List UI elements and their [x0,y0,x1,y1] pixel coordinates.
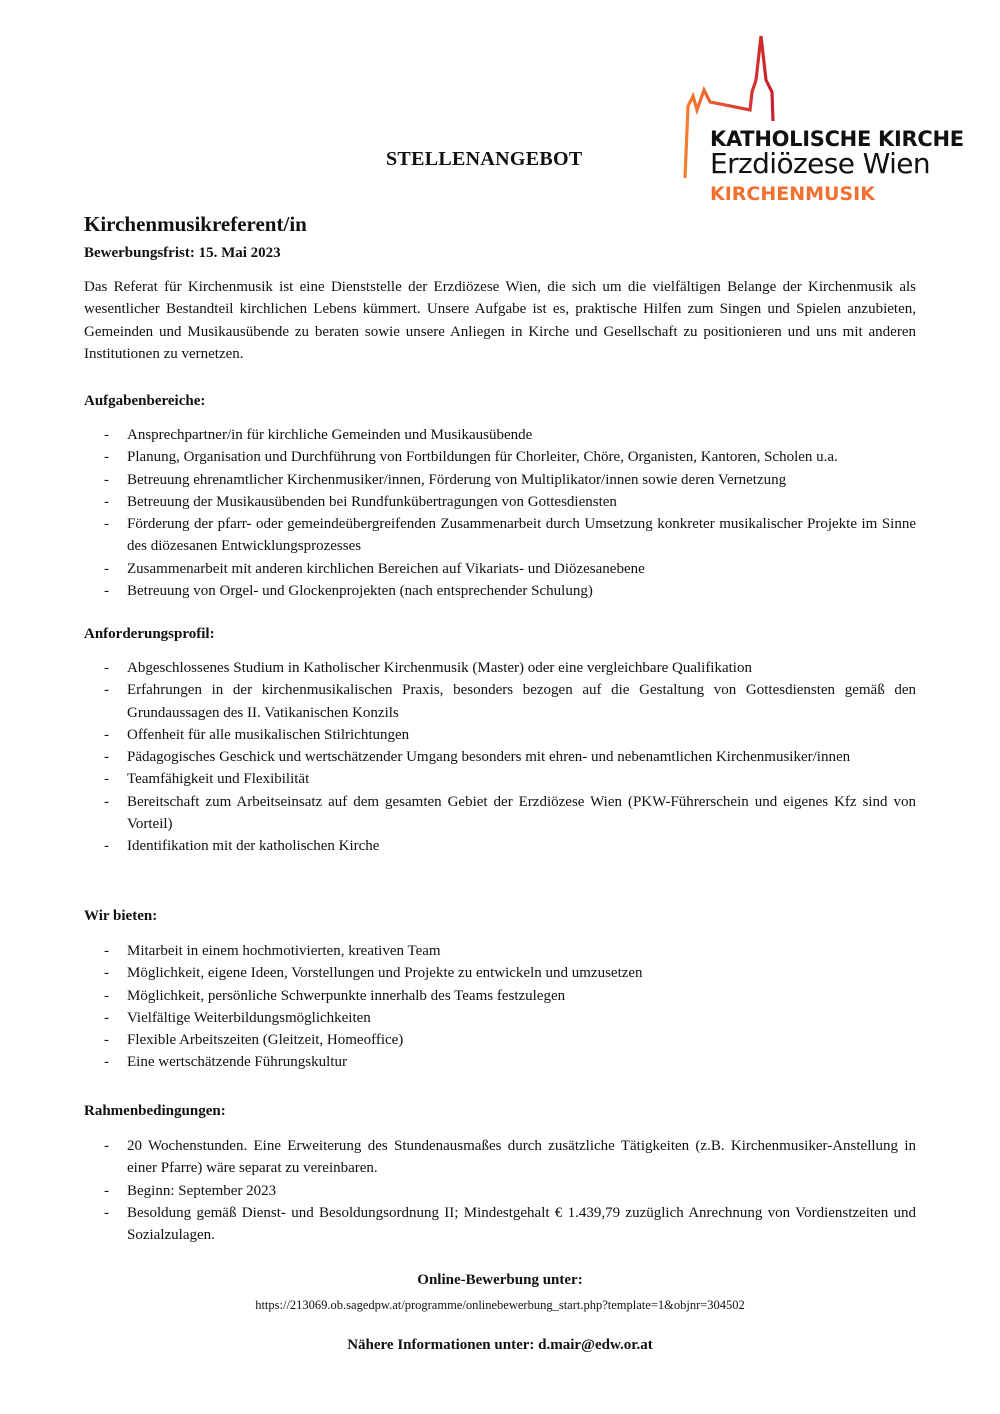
bullet-dash: - [104,516,109,533]
list-anforderungsprofil [84,657,916,858]
bullet-dash: - [104,493,109,510]
list-item: - Ansprechpartner/in für kirchliche Gemeinden und Musikausübende [84,424,916,446]
list-item: - Erfahrungen in der kirchenmusikalischen Praxis, besonders bezogen auf die Gestaltung von Gottesdiensten gemäß den Grundaussagen des II. Vatikanischen Konzils [84,679,916,724]
list-item: - Betreuung der Musikausübenden bei Rundfunkübertragungen von Gottesdiensten [84,491,916,513]
list-rahmenbedingungen [84,1135,916,1246]
bullet-dash: - [104,583,109,600]
bullet-dash: - [104,965,109,982]
bullet-dash: - [104,987,109,1004]
bullet-dash: - [104,1182,109,1199]
list-item: - Betreuung ehrenamtlicher Kirchenmusiker/innen, Förderung von Multiplikator/innen sowie deren Vernetzung [84,469,916,491]
logo-text-katholische-kirche: KATHOLISCHE KIRCHE [710,127,964,151]
section-title-aufgabenbereiche: Aufgabenbereiche: [84,393,206,409]
list-item: - Eine wertschätzende Führungskultur [84,1051,916,1073]
section-title-anforderungsprofil: Anforderungsprofil: [84,626,215,642]
bullet-dash: - [104,471,109,488]
bullet-dash: - [104,749,109,766]
bullet-dash: - [104,1204,109,1221]
application-deadline: Bewerbungsfrist: 15. Mai 2023 [84,245,281,261]
list-item: - Mitarbeit in einem hochmotivierten, kreativen Team [84,940,916,962]
section-title-rahmenbedingungen: Rahmenbedingungen: [84,1103,226,1119]
bullet-dash: - [104,838,109,855]
list-item: - Förderung der pfarr- oder gemeindeübergreifenden Zusammenarbeit durch Umsetzung konkreter musikalischer Projekte im Sinne des diözesanen Entwicklungsprozesses [84,513,916,558]
list-aufgabenbereiche [84,424,916,602]
bullet-dash: - [104,660,109,676]
intro-paragraph: Das Referat für Kirchenmusik ist eine Dienststelle der Erzdiözese Wien, die sich um die vielfältigen Belange der Kirchenmusik als wesentlicher Bestandteil kirchlichen Lebens kümmert. Unsere Aufgabe ist es, praktische Hilfen zum Singen und Spielen anzubieten, Gemeinden und Musikausübende zu beraten sowie unsere Anliegen in Kirche und Gesellschaft zu positionieren und uns mit anderen Institutionen zu vernetzen. [84,279,916,362]
bullet-dash: - [104,1054,109,1071]
online-application-title: Online-Bewerbung unter: [417,1272,583,1288]
list-item: - Besoldung gemäß Dienst- und Besoldungsordnung II; Mindestgehalt € 1.439,79 zuzüglich Anrechnung von Vordienstzeiten und Sozialzulagen. [84,1202,916,1247]
bullet-dash: - [104,427,109,443]
document-heading: STELLENANGEBOT [386,148,583,170]
list-item: - Offenheit für alle musikalischen Stilrichtungen [84,724,916,746]
list-item: - Möglichkeit, eigene Ideen, Vorstellungen und Projekte zu entwickeln und umzusetzen [84,962,916,984]
contact-info: Nähere Informationen unter: d.mair@edw.or.at [347,1337,653,1353]
bullet-dash: - [104,943,109,959]
bullet-dash: - [104,1138,109,1154]
section-title-wir-bieten: Wir bieten: [84,908,158,924]
online-application-link[interactable]: https://213069.ob.sagedpw.at/programme/onlinebewerbung_start.php?template=1&objnr=304502 [255,1298,745,1312]
bullet-dash: - [104,560,109,577]
list-item: - Identifikation mit der katholischen Kirche [84,835,916,857]
list-item: - Abgeschlossenes Studium in Katholischer Kirchenmusik (Master) oder eine vergleichbare Qualifikation [84,657,916,679]
bullet-dash: - [104,682,109,699]
bullet-dash: - [104,1009,109,1026]
list-item: - Vielfältige Weiterbildungsmöglichkeiten [84,1007,916,1029]
list-item: - Teamfähigkeit und Flexibilität [84,768,916,790]
logo-text-kirchenmusik: KIRCHENMUSIK [710,183,875,205]
logo-katholische-kirche-kirchenmusik [680,30,970,210]
job-title: Kirchenmusikreferent/in [84,212,307,236]
logo-text-erzdioezese-wien: Erzdiözese Wien [710,147,931,180]
list-item: - Bereitschaft zum Arbeitseinsatz auf dem gesamten Gebiet der Erzdiözese Wien (PKW-Führerschein und eigenes Kfz sind von Vorteil) [84,791,916,836]
list-item: - Flexible Arbeitszeiten (Gleitzeit, Homeoffice) [84,1029,916,1051]
list-item: - 20 Wochenstunden. Eine Erweiterung des Stundenausmaßes durch zusätzliche Tätigkeiten (z.B. Kirchenmusiker-Anstellung in einer Pfarre) wäre separat zu vereinbaren. [84,1135,916,1180]
list-item: - Möglichkeit, persönliche Schwerpunkte innerhalb des Teams festzulegen [84,985,916,1007]
list-item: - Zusammenarbeit mit anderen kirchlichen Bereichen auf Vikariats- und Diözesanebene [84,558,916,580]
bullet-dash: - [104,793,109,810]
bullet-dash: - [104,771,109,788]
list-item: - Betreuung von Orgel- und Glockenprojekten (nach entsprechender Schulung) [84,580,916,602]
bullet-dash: - [104,449,109,466]
list-wir-bieten [84,940,916,1074]
list-item: - Pädagogisches Geschick und wertschätzender Umgang besonders mit ehren- und nebenamtlichen Kirchenmusiker/innen [84,746,916,768]
bullet-dash: - [104,1032,109,1049]
list-item: - Planung, Organisation und Durchführung von Fortbildungen für Chorleiter, Chöre, Organisten, Kantoren, Scholen u.a. [84,446,916,468]
list-item: - Beginn: September 2023 [84,1180,916,1202]
bullet-dash: - [104,726,109,743]
